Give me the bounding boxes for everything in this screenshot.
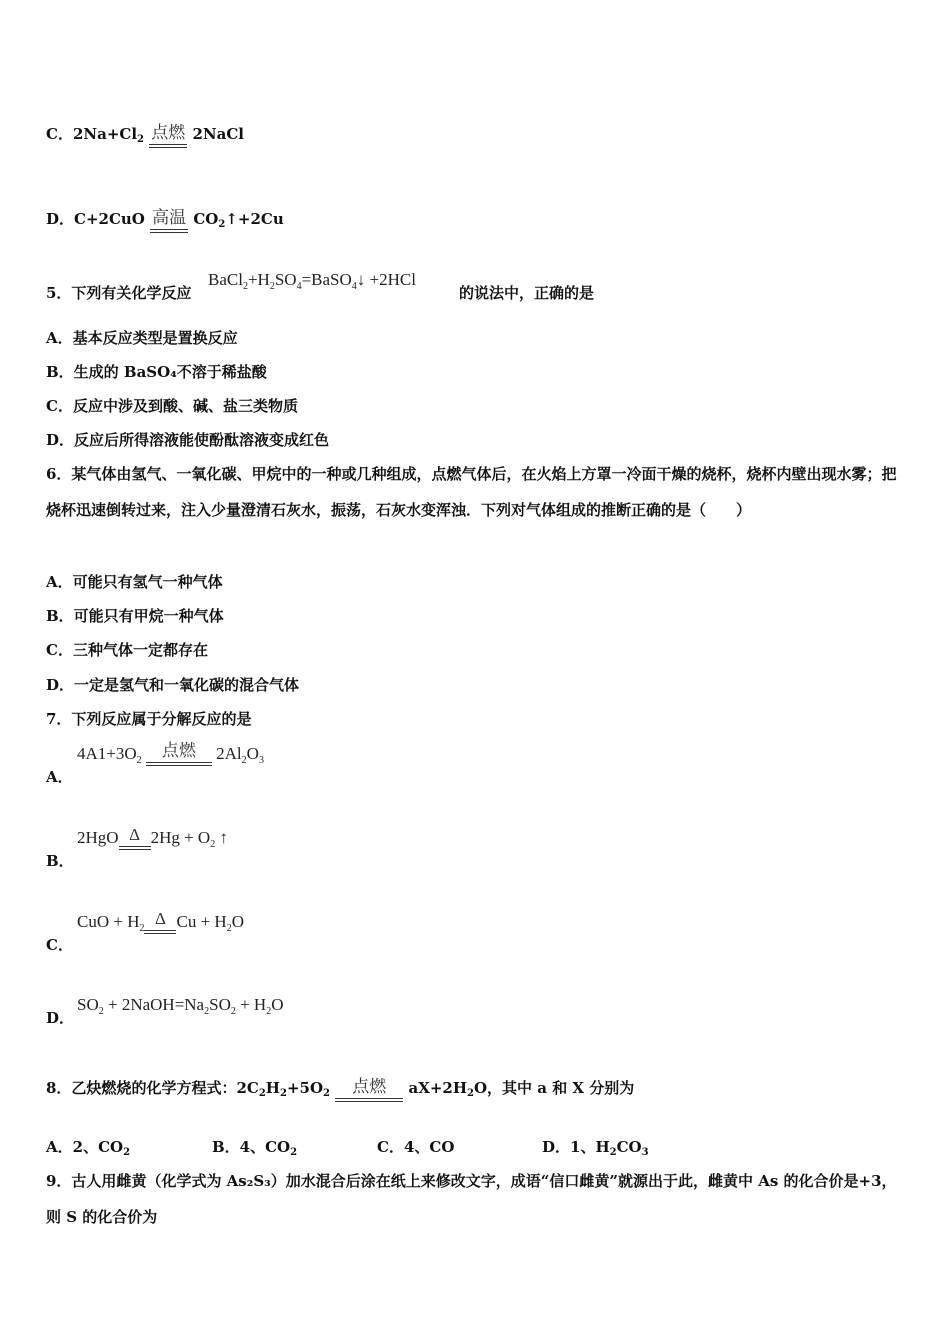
- subscript: 2: [137, 134, 144, 145]
- option-text: D．1、H: [542, 1138, 610, 1156]
- q6-option-a: A．可能只有氢气一种气体: [46, 573, 223, 591]
- q9-stem: 9．古人用雌黄（化学式为 As₂S₃）加水混合后涂在纸上来修改文字，成语“信口雌黄”就源出于此，雌黄中 As 的化合价是+3，则 S 的化合价为: [46, 1172, 897, 1226]
- equation-left: C+2CuO: [74, 210, 145, 228]
- eq-part: +H: [247, 270, 270, 289]
- stem-text: +5O: [286, 1079, 324, 1097]
- eq-part: ↑: [215, 828, 228, 847]
- q8-option-d: [542, 1137, 649, 1163]
- q7-option-c-label: C．: [46, 936, 73, 954]
- option-label: C．: [46, 125, 73, 143]
- stem-text: O，其中 a 和 X 分别为: [473, 1079, 635, 1097]
- eq-part: BaCl: [208, 270, 243, 289]
- subscript: 2: [204, 1006, 210, 1017]
- subscript: 2: [467, 1088, 474, 1099]
- equals-bar: [144, 930, 176, 934]
- subscript: 4: [296, 281, 302, 292]
- equals-bar: [146, 762, 212, 766]
- subscript: 2: [266, 1006, 272, 1017]
- eq-part: + 2NaOH=Na: [103, 995, 205, 1014]
- option-text: C．4、CO: [377, 1138, 455, 1156]
- q5-equation: [208, 270, 416, 292]
- subscript: 2: [323, 1088, 330, 1099]
- stem-text: 的说法中，正确的是: [459, 284, 595, 302]
- subscript: 3: [641, 1147, 649, 1158]
- equation-left: 2Na+Cl: [72, 125, 138, 143]
- subscript: 2: [258, 1088, 266, 1099]
- eq-part: ↓ +2HCl: [356, 270, 416, 289]
- eq-part: Cu + H: [176, 912, 227, 931]
- stem-text: 5．下列有关化学反应: [46, 284, 192, 302]
- subscript: 2: [609, 1147, 617, 1158]
- subscript: 2: [269, 281, 275, 292]
- q6-option-c: C．三种气体一定都存在: [46, 641, 208, 659]
- q8-options: [46, 1137, 649, 1163]
- q4-option-d: [46, 209, 284, 235]
- eq-part: SO: [209, 995, 231, 1014]
- q7-option-d-label: D．: [46, 1009, 75, 1027]
- condition-text: 高温: [152, 208, 187, 228]
- equation-right: 2NaCl: [192, 125, 244, 143]
- stem-text: H: [265, 1079, 280, 1097]
- q7-option-b-equation: [77, 826, 228, 850]
- subscript: 2: [230, 1006, 236, 1017]
- reaction-condition: [150, 209, 188, 233]
- q8-option-c: [377, 1137, 542, 1157]
- eq-part: SO: [77, 995, 99, 1014]
- subscript: 2: [290, 1147, 298, 1158]
- eq-part: O: [246, 744, 259, 763]
- q5-option-c: C．反应中涉及到酸、碱、盐三类物质: [46, 397, 298, 415]
- subscript: 3: [258, 755, 264, 766]
- equals-bar: [335, 1098, 403, 1102]
- q5-option-a: A．基本反应类型是置换反应: [46, 329, 238, 347]
- q7-option-a-label: A．: [46, 768, 73, 786]
- subscript: 4: [351, 281, 357, 292]
- subscript: 2: [279, 1088, 287, 1099]
- q7-option-d-equation: [77, 995, 284, 1017]
- condition-text: Δ: [155, 909, 166, 928]
- option-text: A．2、CO: [46, 1138, 124, 1156]
- equals-bar: [149, 144, 187, 148]
- stem-text: 8．乙炔燃烧的化学方程式：2C: [46, 1079, 259, 1097]
- reaction-condition: [149, 124, 187, 148]
- q6-option-d: D．一定是氢气和一氧化碳的混合气体: [46, 676, 300, 694]
- eq-part: 2Hg + O: [150, 828, 211, 847]
- q6-option-b: B．可能只有甲烷一种气体: [46, 607, 224, 625]
- q5-option-d: D．反应后所得溶液能使酚酞溶液变成红色: [46, 431, 330, 449]
- subscript: 2: [98, 1006, 104, 1017]
- q8-stem: [46, 1078, 634, 1104]
- condition-text: Δ: [129, 825, 141, 844]
- q4-option-c: [46, 124, 244, 150]
- q7-option-a-equation: [77, 742, 264, 766]
- q7-option-b-label: B．: [46, 852, 74, 870]
- reaction-condition: [119, 826, 151, 850]
- eq-part: O: [271, 995, 284, 1014]
- q5-stem-post: [459, 283, 594, 303]
- stem-text: aX+2H: [408, 1079, 468, 1097]
- subscript: 2: [226, 923, 232, 934]
- reaction-condition: [146, 742, 212, 766]
- option-text: B．4、CO: [212, 1138, 291, 1156]
- subscript: 2: [139, 923, 145, 934]
- subscript: 2: [136, 755, 142, 766]
- subscript: 2: [123, 1147, 131, 1158]
- eq-part: + H: [235, 995, 267, 1014]
- q7-option-c-equation: [77, 910, 244, 934]
- equals-bar: [150, 229, 188, 233]
- eq-part: 2Al: [216, 744, 242, 763]
- subscript: 2: [241, 755, 247, 766]
- q7-stem: 7．下列反应属于分解反应的是: [46, 710, 252, 728]
- option-label: D．: [46, 210, 75, 228]
- q5-stem: [46, 283, 191, 303]
- equation-right: CO: [193, 210, 219, 228]
- condition-text: 点燃: [161, 741, 196, 760]
- subscript: 2: [210, 839, 216, 850]
- option-text: CO: [616, 1138, 642, 1156]
- eq-part: SO: [274, 270, 297, 289]
- equals-bar: [119, 846, 151, 850]
- subscript: 2: [218, 219, 226, 230]
- eq-part: 2HgO: [77, 828, 119, 847]
- q8-option-b: [212, 1137, 377, 1163]
- eq-part: O: [231, 912, 244, 931]
- eq-part: =BaSO: [301, 270, 352, 289]
- q6-stem: 6．某气体由氢气、一氧化碳、甲烷中的一种或几种组成，点燃气体后，在火焰上方罩一冷面干燥的烧杯，烧杯内壁出现水雾；把烧杯迅速倒转过来，注入少量澄清石灰水，振荡，石灰水变浑浊．下列对气体组成的推断正确的是（ ）: [46, 465, 897, 519]
- reaction-condition: [144, 910, 176, 934]
- q8-option-a: [46, 1137, 212, 1163]
- condition-text: 点燃: [151, 123, 186, 143]
- reaction-condition: [335, 1078, 403, 1102]
- eq-part: 4A1+3O: [77, 744, 137, 763]
- equation-right-rest: ↑+2Cu: [225, 210, 284, 228]
- q5-option-b: B．生成的 BaSO₄不溶于稀盐酸: [46, 363, 267, 381]
- condition-text: 点燃: [352, 1077, 387, 1097]
- subscript: 2: [242, 281, 248, 292]
- eq-part: CuO + H: [77, 912, 140, 931]
